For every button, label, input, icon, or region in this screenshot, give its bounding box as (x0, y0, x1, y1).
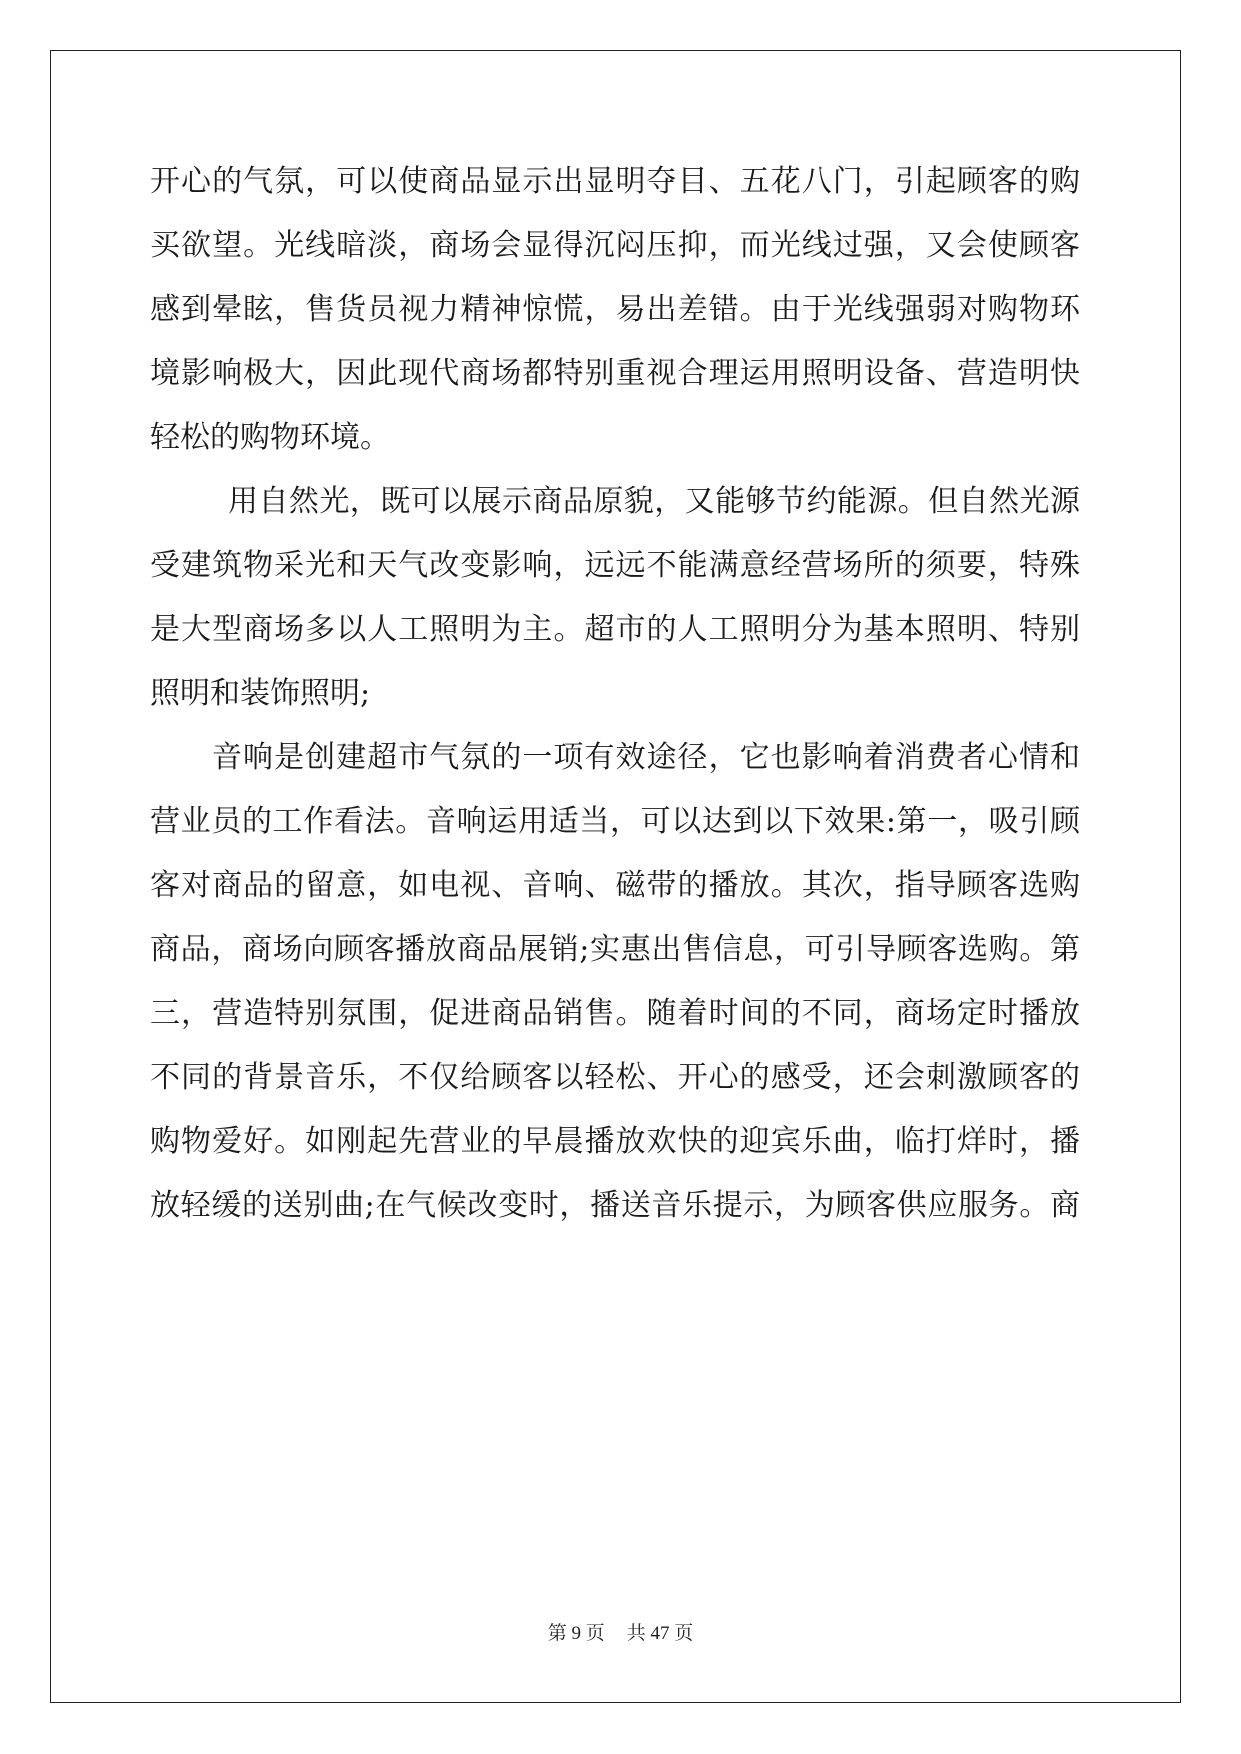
text-line: 营业员的工作看法。音响运用适当，可以达到以下效果:第一，吸引顾 (150, 804, 1080, 839)
text-line: 是大型商场多以人工照明为主。超市的人工照明分为基本照明、特别 (150, 612, 1080, 647)
document-body (150, 150, 1080, 1238)
paragraph (150, 470, 1080, 726)
paragraph (150, 150, 1080, 470)
text-line: 轻松的购物环境。 (150, 420, 390, 455)
text-line: 感到晕眩，售货员视力精神惊慌，易出差错。由于光线强弱对购物环 (150, 292, 1080, 327)
text-line: 商品，商场向顾客播放商品展销;实惠出售信息，可引导顾客选购。第 (150, 932, 1080, 967)
text-line: 客对商品的留意，如电视、音响、磁带的播放。其次，指导顾客选购 (150, 868, 1080, 903)
text-line: 用自然光，既可以展示商品原貌，又能够节约能源。但自然光源 (228, 484, 1080, 519)
text-line: 不同的背景音乐，不仅给顾客以轻松、开心的感受，还会刺激顾客的 (150, 1060, 1080, 1095)
page-number: 第 9 页 (547, 1623, 605, 1644)
text-line: 照明和装饰照明; (150, 676, 371, 711)
paragraph (150, 726, 1080, 1238)
text-line: 放轻缓的送别曲;在气候改变时，播送音乐提示，为顾客供应服务。商 (150, 1188, 1080, 1223)
text-line: 境影响极大，因此现代商场都特别重视合理运用照明设备、营造明快 (150, 356, 1080, 391)
text-line: 买欲望。光线暗淡，商场会显得沉闷压抑，而光线过强，又会使顾客 (150, 228, 1080, 263)
text-line: 音响是创建超市气氛的一项有效途径，它也影响着消费者心情和 (212, 740, 1080, 775)
text-line: 开心的气氛，可以使商品显示出显明夺目、五花八门，引起顾客的购 (150, 164, 1080, 199)
text-line: 受建筑物采光和天气改变影响，远远不能满意经营场所的须要，特殊 (150, 548, 1080, 583)
text-line: 购物爱好。如刚起先营业的早晨播放欢快的迎宾乐曲，临打烊时，播 (150, 1124, 1080, 1159)
page-total: 共 47 页 (626, 1623, 694, 1644)
page-footer (0, 1618, 1241, 1645)
text-line: 三，营造特别氛围，促进商品销售。随着时间的不同，商场定时播放 (150, 996, 1080, 1031)
